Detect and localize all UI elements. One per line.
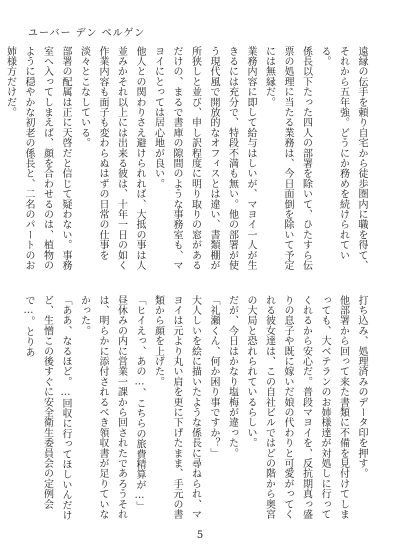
- running-header: ユーバー デン ベルゲン: [28, 28, 146, 39]
- body-text-lower: [23, 295, 370, 527]
- page-number: 5: [196, 530, 204, 541]
- paragraph: だが、今日はかなり塩梅が違った。: [226, 295, 238, 459]
- body-text-upper: [4, 46, 370, 278]
- dialogue-line: 「ヒイえっ、あの…、こちらの旅費精算が…」: [134, 295, 145, 512]
- paragraph: 部署の配属は正に天啓だと信じて疑わない。事務室へ入ってしまえば、顔を合わせるのは、植物のように穏やかな初老の係長と、二名のパートのお姉様方だけだ。: [4, 46, 71, 271]
- paragraph: 他部署から回って来た書類に不備を見付けてしまっても、大ベテランのお姉様達が対処しに行ってくれるから安心だ。普段マヨイを、反抗期真っ盛りの息子や既に嫁いだ娘の代わりと可愛がってくれる彼女達は、この自社ビルではどの階から奥宮の大局と恐れられているらしい。: [245, 295, 349, 520]
- paragraph: 大人しいを絵に描いたような係長に尋ねられ、マヨイは元より丸い肩を更に下げたまま、手元の書類から顔を上げた。: [152, 295, 201, 520]
- paragraph: 打ち込み、処理済みのデータ印を押す。: [356, 295, 367, 479]
- dialogue-line: 「ああ、なるほど。…回収に行ってほしいんだけど、生憎この後すぐに安全衛生委員会の定例会で…。とりあ: [23, 295, 71, 521]
- paragraph: 業務内容に即して給与はしいが、マヨイ一人が生きるには充分で、特段不満も無い。他の部署が使う現代風で開放的なオフィスとは違い、書類棚が所狭しと並び、申し訳程度に明り取りの窓があるだけの、まるで書庫の隙間のような事務室も、マヨイにとっては居心地が良い。: [152, 46, 256, 271]
- dialogue-line: 「礼瀬くん、何か困り事ですか？」: [208, 295, 219, 459]
- paragraph: 他人との関わりさえ避けられれば、大抵の事は人並みかそれ以上には出来る彼は、十年一日の如く作業内容も面子も変わらぬはずの日常の仕事を淡々とこなしている。: [78, 46, 145, 271]
- paragraph: 係長以下たった四人の部署を除いて、ひたすら伝票の処理に当たる業務は、今日面倒を除いて予定には無縁だ。: [263, 46, 312, 271]
- paragraph: 遠縁の伝手を頼り自宅から徒歩圏内に職を得て、それから五年強。どうにか務めを続けられている。: [319, 46, 367, 271]
- paragraph: 昼休みの内に営業一課から回されたであろうそれは、明らかに添付されるべき領収書が足りていなかった。: [78, 295, 127, 520]
